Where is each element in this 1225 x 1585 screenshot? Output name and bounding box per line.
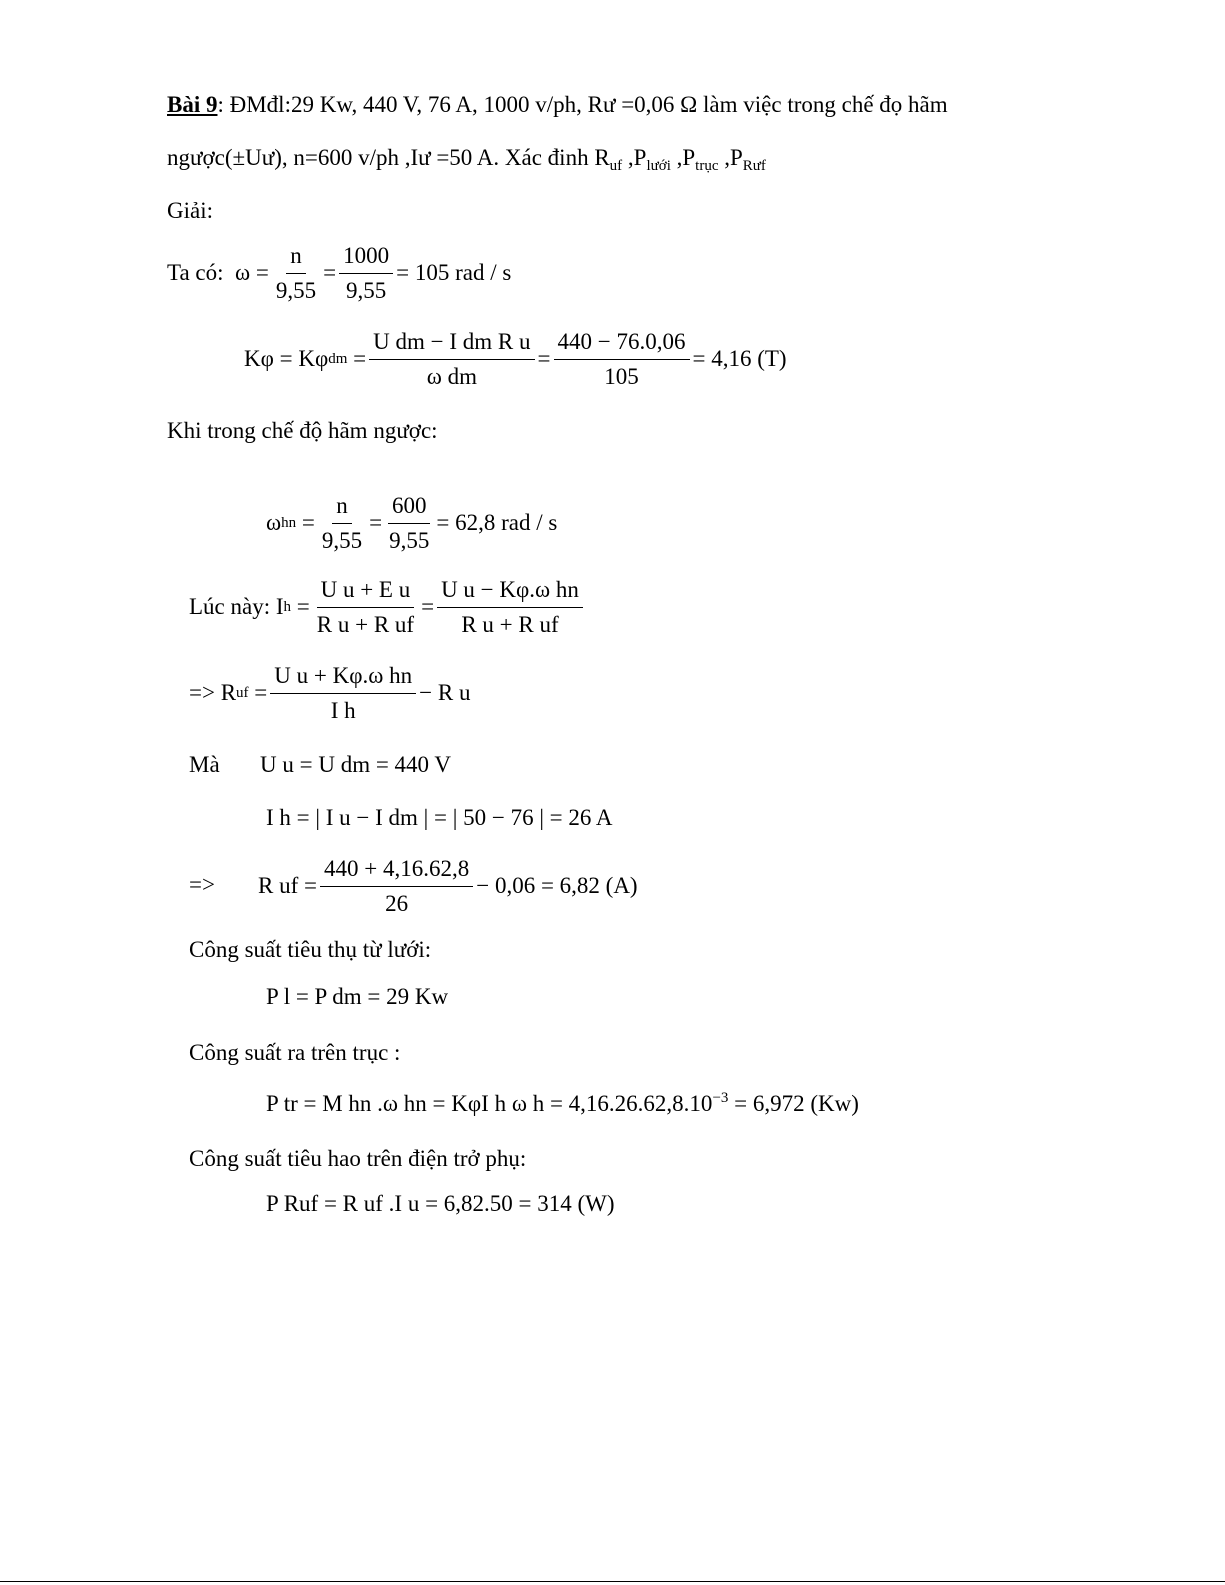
power-shaft-equation: P tr = M hn .ω hn = KφI h ω $h = 4,16.26.62,8.10^{-3} = 6,972$ (Kw) bbox=[266, 1090, 859, 1116]
power-loss-heading: Công suất tiêu hao trên điện trở phụ: bbox=[189, 1146, 527, 1171]
problem-label: Bài 9 bbox=[167, 92, 218, 117]
solution-heading: Giải: bbox=[167, 198, 213, 223]
braking-heading: Khi trong chế độ hãm ngược: bbox=[167, 418, 438, 443]
problem-line-2: ngược(±Uư), n=600 v/ph ,Iư =50 A. Xác đinh $R_{uf}$ $,P_{lưới}$ $,P_{trục}$ $,P_{Rưf}$ bbox=[167, 145, 766, 174]
uu-equation: U u = U dm = 440 V bbox=[260, 752, 451, 777]
ih-value-equation: I h = | I u − I dm | = | 50 − 76 | = 26 A bbox=[266, 805, 613, 830]
power-grid-equation: P l = P dm = 29 Kw bbox=[266, 984, 449, 1009]
problem-line-1 bbox=[167, 92, 948, 118]
power-shaft-heading: Công suất ra trên trục : bbox=[189, 1040, 401, 1065]
omega-equation: Ta có: ω = $\frac{n}{9,55}$ = $\frac{1000}{9,55}$ = 105 rad / s bbox=[167, 243, 512, 303]
power-grid-heading: Công suất tiêu thụ từ lưới: bbox=[189, 937, 432, 962]
problem-text-1: : ĐMđl:29 Kw, 440 V, 76 A, 1000 v/ph, Rư =0,06 Ω làm việc trong chế đọ hãm bbox=[217, 92, 948, 117]
power-loss-equation: P Ruf = R uf .I u = 6,82.50 = 314 (W) bbox=[266, 1191, 615, 1216]
problem-text-2: ngược(±Uư), n=600 v/ph ,Iư =50 A. Xác đinh R bbox=[167, 145, 610, 170]
ih-equation: Lúc này: I h = U u + E u R u + R uf = U u − Kφ.ω hn R u + R uf bbox=[189, 576, 586, 638]
ruf-value-arrow: => bbox=[189, 872, 215, 897]
page-bottom-rule bbox=[0, 1581, 1225, 1582]
kphi-equation: Kφ = Kφ dm = U dm − I dm R u ω dm = $\frac{440 - 76.0,06}{105}$ = 4,16 (T) bbox=[244, 329, 787, 389]
ruf-value-equation: R uf = $\frac{440 + 4,16.62,8}{26}$ − 0,06 = 6,82 (A) bbox=[258, 856, 638, 916]
ruf-formula: => R uf = U u + Kφ.ω hn I h − R u bbox=[189, 663, 471, 723]
ma-label: Mà bbox=[189, 752, 220, 777]
omega-hn-equation: ω hn = n 9,55 = $\frac{600}{9,55}$ = 62,8 rad / s bbox=[266, 493, 558, 553]
